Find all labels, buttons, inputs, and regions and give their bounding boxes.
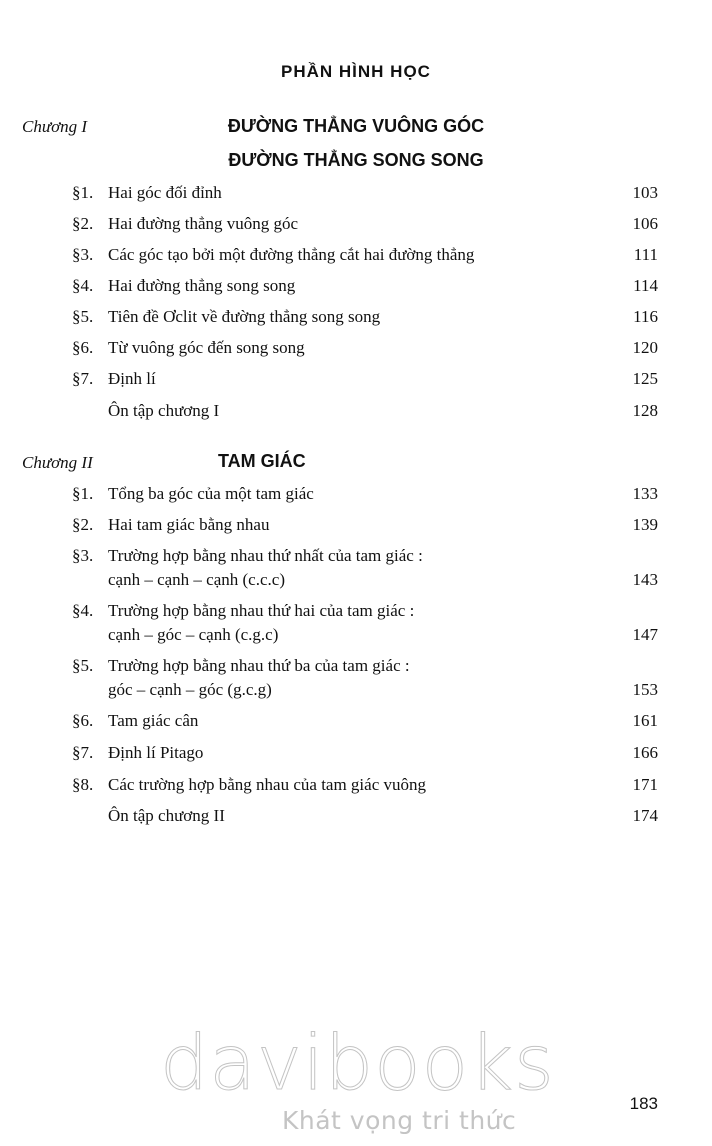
entry-number: §4.	[72, 601, 94, 620]
entry-page: 174	[632, 806, 658, 825]
entry-page: 120	[632, 338, 658, 357]
toc-entry	[0, 306, 712, 328]
entry-title: Ôn tập chương I	[108, 401, 220, 420]
entry-number: §6.	[72, 338, 94, 357]
entry-page: 128	[632, 401, 658, 420]
entry-title-line-2: cạnh – cạnh – cạnh (c.c.c)	[108, 570, 285, 589]
entry-page: 153	[632, 680, 658, 699]
toc-entry	[0, 710, 712, 732]
entry-page: 116	[633, 307, 658, 326]
page-number: 183	[629, 1094, 658, 1113]
entry-title: Hai tam giác bằng nhau	[108, 515, 270, 534]
watermark-tagline: Khát vọng tri thức	[282, 1106, 517, 1135]
entry-title: Các trường hợp bằng nhau của tam giác vuông	[108, 775, 426, 794]
toc-entry	[0, 655, 712, 677]
entry-page: 114	[633, 276, 658, 295]
entry-title-line-2: góc – cạnh – góc (g.c.g)	[108, 680, 272, 699]
entry-title: Tiên đề Ơclit về đường thẳng song song	[108, 307, 381, 326]
entry-page: 111	[633, 245, 658, 264]
toc-entry	[0, 600, 712, 622]
entry-title: Định lí	[108, 369, 156, 388]
entry-title: Hai đường thẳng vuông góc	[108, 214, 299, 233]
toc-entry	[0, 244, 712, 266]
entry-number: §8.	[72, 775, 94, 794]
entry-title: Định lí Pitago	[108, 743, 204, 762]
toc-entry-continuation	[0, 569, 712, 591]
entry-title: Hai góc đối đỉnh	[108, 183, 222, 202]
entry-page: 143	[632, 570, 658, 589]
entry-number: §5.	[72, 656, 94, 675]
watermark-logo: davibooks	[160, 1018, 555, 1107]
entry-number: §4.	[72, 276, 94, 295]
entry-number: §2.	[72, 214, 94, 233]
toc-entry	[0, 275, 712, 297]
entry-page: 125	[632, 369, 658, 388]
entry-page: 133	[632, 484, 658, 503]
toc-entry	[0, 483, 712, 505]
entry-page: 147	[632, 625, 658, 644]
chapter-2-title: TAM GIÁC	[218, 451, 306, 471]
part-title: PHẦN HÌNH HỌC	[281, 62, 431, 81]
toc-entry	[0, 337, 712, 359]
chapter-1-label: Chương I	[22, 117, 88, 136]
entry-title: Các góc tạo bởi một đường thẳng cắt hai đường thẳng	[108, 245, 475, 264]
entry-number: §1.	[72, 183, 94, 202]
entry-title: Ôn tập chương II	[108, 806, 225, 825]
entry-number: §7.	[72, 743, 94, 762]
entry-number: §2.	[72, 515, 94, 534]
toc-entry-continuation	[0, 624, 712, 646]
toc-entry	[0, 742, 712, 764]
toc-entry	[0, 774, 712, 796]
toc-entry	[0, 514, 712, 536]
entry-title: Tam giác cân	[108, 711, 199, 730]
chapter-1-title-line-2: ĐƯỜNG THẲNG SONG SONG	[228, 150, 484, 170]
entry-title-line-1: Trường hợp bằng nhau thứ nhất của tam giác :	[108, 546, 423, 565]
entry-title: Hai đường thẳng song song	[108, 276, 296, 295]
entry-number: §6.	[72, 711, 94, 730]
entry-page: 161	[632, 711, 658, 730]
toc-entry	[0, 805, 712, 827]
entry-title-line-1: Trường hợp bằng nhau thứ hai của tam giác :	[108, 601, 415, 620]
entry-number: §5.	[72, 307, 94, 326]
toc-entry	[0, 182, 712, 204]
entry-page: 106	[632, 214, 658, 233]
chapter-1-title-line-1: ĐƯỜNG THẲNG VUÔNG GÓC	[227, 116, 485, 136]
entry-number: §7.	[72, 369, 94, 388]
entry-title-line-2: cạnh – góc – cạnh (c.g.c)	[108, 625, 279, 644]
toc-entry	[0, 368, 712, 390]
entry-page: 171	[632, 775, 658, 794]
chapter-2-label: Chương II	[22, 453, 93, 472]
entry-title: Tổng ba góc của một tam giác	[108, 484, 314, 503]
entry-number: §3.	[72, 546, 94, 565]
toc-entry	[0, 213, 712, 235]
entry-number: §3.	[72, 245, 94, 264]
entry-number: §1.	[72, 484, 94, 503]
toc-entry-continuation	[0, 679, 712, 701]
entry-page: 103	[632, 183, 658, 202]
toc-entry	[0, 545, 712, 567]
entry-title: Từ vuông góc đến song song	[108, 338, 305, 357]
entry-page: 166	[632, 743, 658, 762]
toc-entry	[0, 400, 712, 422]
entry-title-line-1: Trường hợp bằng nhau thứ ba của tam giác :	[108, 656, 410, 675]
entry-page: 139	[632, 515, 658, 534]
